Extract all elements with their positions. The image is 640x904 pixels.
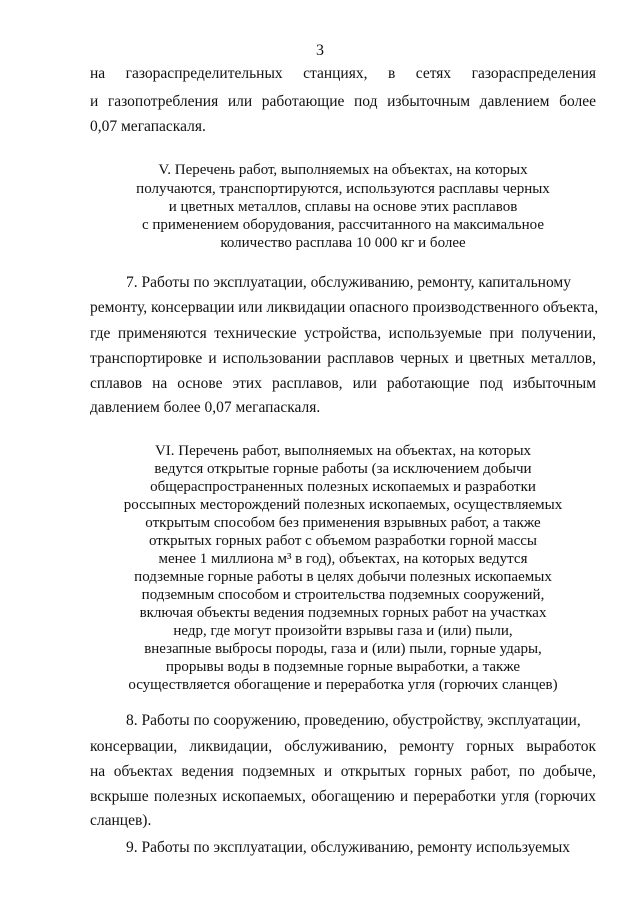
section-heading-line: менее 1 миллиона м³ в год), объектах, на которых ведутся: [158, 551, 528, 567]
section-heading-line: V. Перечень работ, выполняемых на объектах, на которых: [158, 162, 528, 178]
paragraph-line: ремонту, консервации или ликвидации опасного производственного объекта,: [90, 299, 599, 316]
paragraph-line: где применяются технические устройства, используемые при получении,: [90, 325, 596, 342]
section-heading-line: ведутся открытые горные работы (за исключением добычи: [154, 461, 532, 477]
paragraph-line: вскрыше полезных ископаемых, обогащению и переработки угля (горючих: [90, 788, 596, 805]
paragraph-line: 7. Работы по эксплуатации, обслуживанию, ремонту, капитальному: [126, 274, 571, 291]
paragraph-line: 0,07 мегапаскаля.: [90, 118, 206, 135]
paragraph-line: на газораспределительных станциях, в сетях газораспределения: [90, 65, 596, 82]
section-heading-line: включая объекты ведения подземных горных работ на участках: [139, 605, 547, 621]
paragraph-line: и газопотребления или работающие под избыточным давлением более: [90, 93, 596, 110]
section-heading-line: прорывы воды в подземные горные выработки, а также: [165, 659, 521, 675]
paragraph-line: консервации, ликвидации, обслуживанию, ремонту горных выработок: [90, 738, 596, 755]
section-heading-line: подземные горные работы в целях добычи полезных ископаемых: [134, 569, 552, 585]
paragraph-line: транспортировке и использовании расплавов черных и цветных металлов,: [90, 350, 596, 367]
page-number: 3: [316, 42, 324, 59]
section-heading-line: общераспространенных полезных ископаемых и разработки: [150, 479, 536, 495]
section-heading-line: открытым способом без применения взрывных работ, а также: [145, 515, 541, 531]
section-heading-line: и цветных металлов, сплавы на основе этих расплавов: [168, 199, 518, 215]
paragraph-line: давлением более 0,07 мегапаскаля.: [90, 399, 321, 416]
section-heading-line: внезапные выбросы породы, газа и (или) пыли, горные удары,: [144, 641, 542, 657]
paragraph-line: 8. Работы по сооружению, проведению, обустройству, эксплуатации,: [126, 712, 581, 729]
paragraph-line: на объектах ведения подземных и открытых горных работ, по добыче,: [90, 763, 596, 780]
paragraph-line: сланцев).: [90, 812, 152, 829]
section-heading-line: осуществляется обогащение и переработка угля (горючих сланцев): [128, 677, 558, 693]
section-heading-line: недр, где могут произойти взрывы газа и (или) пыли,: [173, 623, 513, 639]
section-heading-line: россыпных месторождений полезных ископаемых, осуществляемых: [123, 497, 563, 513]
paragraph-line: сплавов на основе этих расплавов, или работающие под избыточным: [90, 375, 596, 392]
section-heading-line: получаются, транспортируются, используются расплавы черных: [136, 181, 550, 197]
section-heading-line: с применением оборудования, рассчитанного на максимальное: [141, 217, 545, 233]
section-heading-line: открытых горных работ с объемом разработки горной массы: [149, 533, 537, 549]
paragraph-line: 9. Работы по эксплуатации, обслуживанию, ремонту используемых: [126, 839, 571, 856]
section-heading-line: VI. Перечень работ, выполняемых на объектах, на которых: [154, 443, 532, 459]
section-heading-line: подземным способом и строительства подземных сооружений,: [141, 587, 545, 603]
section-heading-line: количество расплава 10 000 кг и более: [220, 235, 466, 251]
